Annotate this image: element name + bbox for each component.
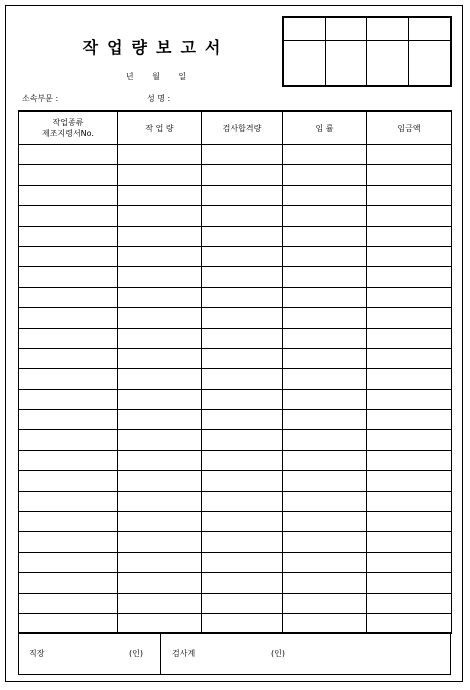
column-passed-amount: 검사합격량 (202, 111, 283, 145)
table-cell[interactable] (283, 389, 367, 409)
table-row (19, 450, 452, 470)
table-cell[interactable] (367, 450, 452, 470)
table-cell[interactable] (283, 165, 367, 185)
name-label: 성 명 : (147, 94, 171, 103)
table-row (19, 287, 452, 307)
table-cell[interactable] (202, 450, 283, 470)
table-cell[interactable] (19, 348, 118, 368)
table-row (19, 491, 452, 511)
table-cell[interactable] (202, 267, 283, 287)
table-cell[interactable] (367, 185, 452, 205)
table-cell[interactable] (19, 450, 118, 470)
table-cell[interactable] (283, 410, 367, 430)
work-table (18, 110, 452, 634)
table-cell[interactable] (367, 328, 452, 348)
table-cell[interactable] (202, 471, 283, 491)
table-cell[interactable] (202, 185, 283, 205)
table-cell[interactable] (283, 491, 367, 511)
table-cell[interactable] (118, 328, 202, 348)
table-cell[interactable] (367, 491, 452, 511)
table-cell[interactable] (202, 246, 283, 266)
column-work-type-line2: 제조지령서No. (42, 129, 94, 138)
table-cell[interactable] (202, 348, 283, 368)
table-cell[interactable] (283, 206, 367, 226)
foreman-stamp: (인) (129, 649, 143, 658)
table-cell[interactable] (202, 226, 283, 246)
column-work-type (19, 111, 118, 145)
table-cell[interactable] (283, 471, 367, 491)
table-cell[interactable] (283, 593, 367, 613)
table-cell[interactable] (118, 308, 202, 328)
table-cell[interactable] (202, 389, 283, 409)
table-cell[interactable] (19, 287, 118, 307)
table-row (19, 410, 452, 430)
column-work-type-line1: 작업종류 (52, 118, 84, 127)
table-cell[interactable] (118, 512, 202, 532)
table-cell[interactable] (118, 471, 202, 491)
table-cell[interactable] (367, 389, 452, 409)
table-cell[interactable] (283, 369, 367, 389)
table-cell[interactable] (19, 430, 118, 450)
table-cell[interactable] (283, 512, 367, 532)
table-cell[interactable] (367, 613, 452, 633)
table-cell[interactable] (202, 491, 283, 511)
table-cell[interactable] (19, 226, 118, 246)
table-cell[interactable] (367, 165, 452, 185)
foreman-label: 직장 (29, 649, 45, 658)
table-row (19, 593, 452, 613)
table-cell[interactable] (19, 267, 118, 287)
table-cell[interactable] (202, 369, 283, 389)
table-cell[interactable] (118, 532, 202, 552)
table-cell[interactable] (283, 267, 367, 287)
table-cell[interactable] (367, 512, 452, 532)
table-cell[interactable] (283, 185, 367, 205)
table-cell[interactable] (202, 430, 283, 450)
inspector-label: 검사계 (172, 649, 196, 658)
table-cell[interactable] (118, 165, 202, 185)
table-cell[interactable] (118, 348, 202, 368)
table-cell[interactable] (19, 552, 118, 572)
table-row (19, 389, 452, 409)
table-row (19, 328, 452, 348)
footer-divider (160, 633, 161, 674)
table-cell[interactable] (283, 532, 367, 552)
table-cell[interactable] (367, 267, 452, 287)
table-cell[interactable] (367, 430, 452, 450)
table-row (19, 430, 452, 450)
table-cell[interactable] (202, 308, 283, 328)
table-header-row (19, 111, 452, 145)
table-cell[interactable] (283, 450, 367, 470)
table-cell[interactable] (19, 165, 118, 185)
table-cell[interactable] (118, 246, 202, 266)
table-cell[interactable] (283, 573, 367, 593)
table-cell[interactable] (118, 369, 202, 389)
table-row (19, 573, 452, 593)
table-cell[interactable] (118, 613, 202, 633)
table-cell[interactable] (283, 226, 367, 246)
table-row (19, 532, 452, 552)
table-cell[interactable] (118, 267, 202, 287)
table-cell[interactable] (118, 573, 202, 593)
table-cell[interactable] (283, 430, 367, 450)
table-cell[interactable] (202, 165, 283, 185)
inspector-stamp: (인) (271, 649, 285, 658)
table-cell[interactable] (367, 206, 452, 226)
table-cell[interactable] (19, 573, 118, 593)
table-cell[interactable] (202, 206, 283, 226)
table-cell[interactable] (118, 593, 202, 613)
table-cell[interactable] (283, 246, 367, 266)
table-cell[interactable] (367, 369, 452, 389)
table-cell[interactable] (118, 287, 202, 307)
table-cell[interactable] (19, 308, 118, 328)
table-row (19, 552, 452, 572)
table-row (19, 369, 452, 389)
table-row (19, 246, 452, 266)
form-title: 작업량보고서 (82, 38, 230, 57)
table-cell[interactable] (19, 491, 118, 511)
table-cell[interactable] (283, 328, 367, 348)
department-label: 소속부문 : (22, 94, 59, 103)
table-cell[interactable] (367, 287, 452, 307)
table-cell[interactable] (367, 552, 452, 572)
approval-stamp-box (282, 16, 452, 87)
table-cell[interactable] (118, 410, 202, 430)
table-cell[interactable] (19, 532, 118, 552)
table-cell[interactable] (118, 185, 202, 205)
table-cell[interactable] (19, 613, 118, 633)
table-cell[interactable] (202, 145, 283, 165)
table-cell[interactable] (367, 573, 452, 593)
table-cell[interactable] (118, 491, 202, 511)
table-row (19, 267, 452, 287)
table-cell[interactable] (367, 471, 452, 491)
table-cell[interactable] (118, 450, 202, 470)
table-cell[interactable] (19, 206, 118, 226)
column-work-amount: 작 업 량 (118, 111, 202, 145)
table-cell[interactable] (202, 287, 283, 307)
table-cell[interactable] (202, 613, 283, 633)
table-row (19, 512, 452, 532)
table-cell[interactable] (202, 410, 283, 430)
table-cell[interactable] (202, 593, 283, 613)
table-cell[interactable] (19, 369, 118, 389)
table-cell[interactable] (283, 145, 367, 165)
table-cell[interactable] (367, 226, 452, 246)
date-line: 년 월 일 (125, 72, 187, 81)
table-cell[interactable] (283, 552, 367, 572)
table-row (19, 348, 452, 368)
table-cell[interactable] (367, 532, 452, 552)
table-cell[interactable] (19, 185, 118, 205)
table-cell[interactable] (118, 206, 202, 226)
table-cell[interactable] (367, 145, 452, 165)
table-cell[interactable] (19, 145, 118, 165)
table-cell[interactable] (367, 410, 452, 430)
table-cell[interactable] (202, 573, 283, 593)
table-row (19, 471, 452, 491)
table-cell[interactable] (118, 145, 202, 165)
table-cell[interactable] (118, 389, 202, 409)
table-cell[interactable] (367, 348, 452, 368)
table-cell[interactable] (118, 226, 202, 246)
table-row (19, 206, 452, 226)
table-cell[interactable] (118, 430, 202, 450)
table-cell[interactable] (283, 287, 367, 307)
table-row (19, 165, 452, 185)
signature-footer (18, 632, 451, 675)
table-row (19, 185, 452, 205)
table-cell[interactable] (367, 308, 452, 328)
table-row (19, 226, 452, 246)
table-cell[interactable] (283, 613, 367, 633)
table-cell[interactable] (367, 246, 452, 266)
table-cell[interactable] (202, 328, 283, 348)
table-row (19, 145, 452, 165)
column-wage-rate: 임 률 (283, 111, 367, 145)
table-cell[interactable] (202, 552, 283, 572)
table-row (19, 308, 452, 328)
table-cell[interactable] (19, 389, 118, 409)
table-row (19, 613, 452, 633)
table-cell[interactable] (19, 328, 118, 348)
table-cell[interactable] (19, 593, 118, 613)
table-cell[interactable] (283, 308, 367, 328)
table-cell[interactable] (19, 471, 118, 491)
report-form (5, 5, 463, 682)
table-cell[interactable] (202, 512, 283, 532)
table-cell[interactable] (19, 246, 118, 266)
table-cell[interactable] (283, 348, 367, 368)
table-cell[interactable] (19, 512, 118, 532)
table-cell[interactable] (19, 410, 118, 430)
table-cell[interactable] (202, 532, 283, 552)
table-cell[interactable] (118, 552, 202, 572)
table-cell[interactable] (367, 593, 452, 613)
column-wage-amount: 임금액 (367, 111, 452, 145)
